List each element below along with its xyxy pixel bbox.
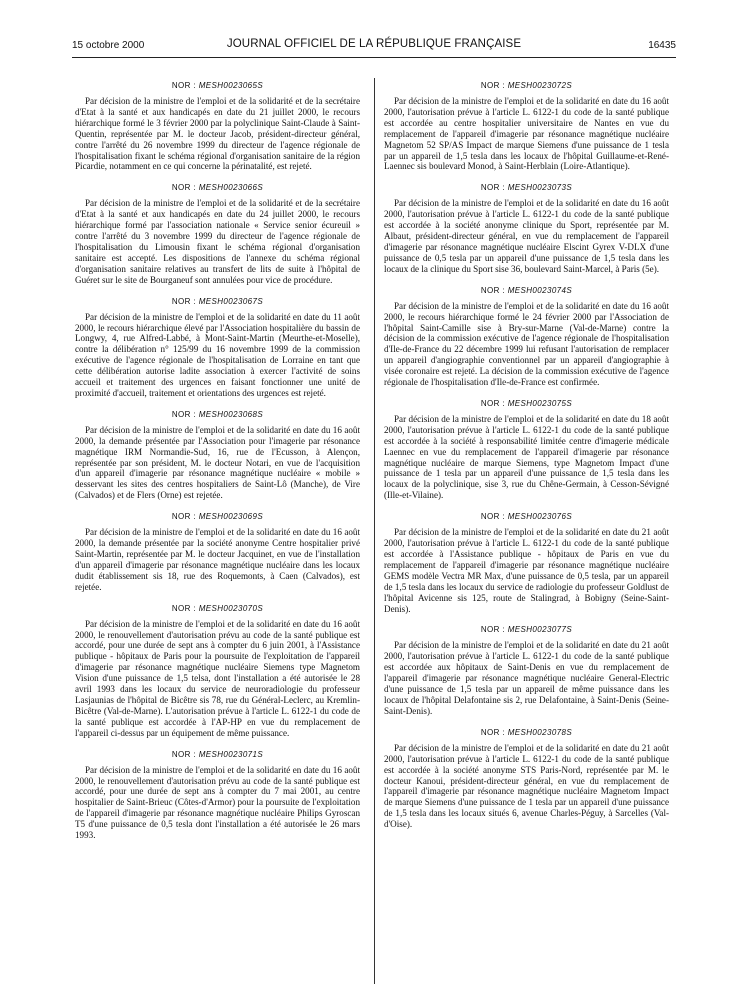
column-divider — [374, 78, 375, 984]
decision-entry — [384, 398, 669, 501]
decision-text: Par décision de la ministre de l'emploi et de la solidarité en date du 18 août 2000, l'autorisation prévue à l'article L. 6122-1 du code de la santé publique est accordée à la société à responsabilité limitée centre d'imagerie médicale Laennec en vue du remplacement de l'appareil d'imagerie par résonance magnétique nucléaire de marque Siemens, type Magnetom Impact d'une puissance de 1 tesla par un appareil d'une puissance de 1,5 tesla dans les locaux de la polyclinique, sise 3, rue du Chêne-Germain, à Cesson-Sévigné (Ille-et-Vilaine). — [384, 413, 669, 501]
nor-reference — [75, 182, 360, 193]
decision-text: Par décision de la ministre de l'emploi et de la solidarité en date du 21 août 2000, l'autorisation prévue à l'article L. 6122-1 du code de la santé publique est accordée à l'Assistance publique - hôpitaux de Paris en vue du remplacement de l'appareil d'imagerie par résonance magnétique nucléaire GEMS modèle Vectra MR Max, d'une puissance de 0,5 tesla, par un appareil de 1,5 tesla dans les locaux du service de radiologie du professeur Goldlust de l'hôpital Avicenne sis 125, route de Stalingrad, à Bobigny (Seine-Saint-Denis). — [384, 527, 669, 614]
nor-reference — [75, 80, 360, 91]
nor-code: MESH0023066S — [198, 183, 264, 193]
nor-code: MESH0023075S — [507, 398, 573, 408]
decision-entry — [75, 182, 360, 285]
decision-entry — [384, 285, 669, 388]
nor-label: NOR : — [171, 183, 197, 193]
decision-text: Par décision de la ministre de l'emploi et de la solidarité et de la secrétaire d'Etat à la santé et aux handicapés en date du 21 juillet 2000, le recours hiérarchique formé le 3 février 2000 par la polyclinique Saint-Claude à Saint-Quentin, représentée par M. le docteur Jacob, président-directeur général, contre l'arrêté du 26 novembre 1999 du directeur de l'agence régionale de l'hospitalisation fixant le schéma régional d'organisation sanitaire de la région Picardie, notamment en ce qui concerne la périnatalité, est rejeté. — [75, 96, 360, 172]
decision-entry — [75, 296, 360, 399]
nor-reference — [75, 603, 360, 614]
decision-text: Par décision de la ministre de l'emploi et de la solidarité en date du 16 août 2000, l'autorisation prévue à l'article L. 6122-1 du code de la santé publique est accordée à la société anonyme clinique du Sport, représentée par M. Albaut, président-directeur général, en vue du remplacement de l'appareil d'imagerie par résonance magnétique nucléaire Elscint Gyrex V-DLX d'une puissance de 0,5 tesla par un appareil d'une puissance de 1,5 tesla dans les locaux de la clinique du Sport sise 36, boulevard Saint-Marcel, à Paris (5e). — [384, 198, 669, 274]
nor-label: NOR : — [171, 81, 197, 90]
nor-code: MESH0023065S — [198, 81, 264, 90]
nor-reference — [75, 511, 360, 522]
decision-entry — [384, 511, 669, 614]
nor-code: MESH0023073S — [507, 183, 573, 193]
decision-text: Par décision de la ministre de l'emploi et de la solidarité en date du 11 août 2000, le recours hiérarchique élevé par l'Association hospitalière du bassin de Longwy, 4, rue Alfred-Labbé, à Mont-Saint-Martin (Meurthe-et-Moselle), contre la délibération n° 125/99 du 16 novembre 1999 de la commission exécutive de l'agence régionale de l'hospitalisation de Lorraine en tant que cette délibération autorise ladite association à exercer l'activité de soins accueil et traitement des urgences en faisant fonctionner une unité de proximité d'accueil, traitement et orientations des urgences est rejeté. — [75, 311, 360, 398]
nor-code: MESH0023069S — [198, 512, 264, 522]
decision-entry — [75, 80, 360, 172]
nor-reference — [384, 398, 669, 409]
decision-text: Par décision de la ministre de l'emploi et de la solidarité en date du 16 août 2000, le recours hiérarchique formé le 24 février 2000 par l'Association de l'hôpital Saint-Camille sise à Bry-sur-Marne (Val-de-Marne) contre la décision de la commission exécutive de l'agence régionale de l'hospitalisation d'Ile-de-France du 22 décembre 1999 lui refusant l'autorisation de remplacer un appareil d'angiographie conventionnel par un appareil d'angiographie à visée coronaire est rejeté. La décision de la commission exécutive de l'agence régionale de l'hospitalisation d'Ile-de-France est confirmée. — [384, 300, 669, 388]
nor-code: MESH0023068S — [198, 409, 264, 419]
decision-entry — [384, 182, 669, 274]
nor-reference — [384, 182, 669, 193]
nor-reference — [384, 727, 669, 738]
nor-reference — [75, 296, 360, 307]
decision-text: Par décision de la ministre de l'emploi et de la solidarité en date du 16 août 2000, la demande présentée par la société anonyme Centre hospitalier privé Saint-Martin, représentée par M. le docteur Jacquinet, en vue de l'installation d'un appareil d'imagerie par résonance magnétique nucléaire dans les locaux dudit établissement sis 18, rue des Roquemonts, à Caen (Calvados), est rejetée. — [75, 527, 360, 592]
nor-label: NOR : — [480, 398, 506, 408]
page-header — [72, 38, 676, 56]
nor-code: MESH0023074S — [507, 285, 573, 295]
nor-code: MESH0023071S — [198, 749, 264, 759]
decision-entry — [384, 80, 669, 172]
nor-label: NOR : — [480, 512, 506, 522]
nor-reference — [384, 80, 669, 91]
nor-reference — [384, 511, 669, 522]
nor-code: MESH0023072S — [507, 81, 573, 90]
nor-reference — [75, 749, 360, 760]
nor-reference — [75, 409, 360, 420]
nor-reference — [384, 624, 669, 635]
right-column — [384, 80, 669, 840]
nor-label: NOR : — [480, 183, 506, 193]
nor-label: NOR : — [171, 512, 197, 522]
decision-text: Par décision de la ministre de l'emploi et de la solidarité en date du 16 août 2000, le renouvellement d'autorisation prévu au code de la santé publique est accordé, pour une durée de sept ans à compter du 7 mai 2001, au centre hospitalier de Saint-Brieuc (Côtes-d'Armor) pour la poursuite de l'exploitation de l'appareil d'imagerie par résonance magnétique nucléaire Philips Gyroscan T5 d'une puissance de 0,5 tesla dont l'installation a été autorisée le 26 mars 1993. — [75, 764, 360, 841]
decision-text: Par décision de la ministre de l'emploi et de la solidarité en date du 16 août 2000, l'autorisation prévue à l'article L. 6122-1 du code de la santé publique est accordée au centre hospitalier universitaire de Nantes en vue du remplacement de l'appareil d'imagerie par résonance magnétique nucléaire Magnetom 52 SP/AS Impact de marque Siemens d'une puissance de 1 tesla par un appareil de 1,5 tesla dans les locaux de l'hôpital Guillaume-et-René-Laennec sis boulevard Monod, à Saint-Herblain (Loire-Atlantique). — [384, 96, 669, 172]
header-rule — [72, 57, 676, 58]
nor-code: MESH0023077S — [507, 625, 573, 635]
decision-text: Par décision de la ministre de l'emploi et de la solidarité en date du 21 août 2000, l'autorisation prévue à l'article L. 6122-1 du code de la santé publique est accordée à la société anonyme STS Paris-Nord, représentée par M. le docteur Kanoui, président-directeur général, en vue du remplacement de l'appareil d'imagerie par résonance magnétique nucléaire Magnetom Impact de marque Siemens d'une puissance de 1 tesla par un appareil d'une puissance de 1,5 tesla dans les locaux situés 6, avenue Charles-Péguy, à Sarcelles (Val-d'Oise). — [384, 742, 669, 830]
nor-code: MESH0023070S — [198, 603, 264, 613]
nor-code: MESH0023076S — [507, 512, 573, 522]
nor-code: MESH0023078S — [507, 727, 573, 737]
nor-reference — [384, 285, 669, 296]
journal-title: JOURNAL OFFICIEL DE LA RÉPUBLIQUE FRANÇAISE — [226, 38, 522, 50]
nor-label: NOR : — [480, 625, 506, 635]
issue-date: 15 octobre 2000 — [72, 40, 145, 51]
decision-entry — [75, 511, 360, 592]
decision-text: Par décision de la ministre de l'emploi et de la solidarité en date du 16 août 2000, la demande présentée par l'Association pour l'imagerie par résonance magnétique IRM Normandie-Sud, 16, rue de l'Ecusson, à Alençon, représentée par son président, M. le docteur Notari, en vue de l'acquisition d'un appareil d'imagerie par résonance magnétique nucléaire « mobile » desservant les sites des centres hospitaliers de Saint-Lô (Manche), de Vire (Calvados) et de Flers (Orne) est rejetée. — [75, 424, 360, 501]
nor-label: NOR : — [171, 409, 197, 419]
nor-label: NOR : — [480, 81, 506, 90]
decision-entry — [75, 603, 360, 739]
nor-code: MESH0023067S — [198, 296, 264, 306]
nor-label: NOR : — [171, 603, 197, 613]
decision-entry — [75, 409, 360, 501]
decision-entry — [384, 624, 669, 716]
nor-label: NOR : — [480, 727, 506, 737]
nor-label: NOR : — [171, 296, 197, 306]
decision-entry — [384, 727, 669, 830]
decision-text: Par décision de la ministre de l'emploi et de la solidarité en date du 21 août 2000, l'autorisation prévue à l'article L. 6122-1 du code de la santé publique est accordée aux hôpitaux de Saint-Denis en vue du remplacement de l'appareil d'imagerie par résonance magnétique nucléaire General-Electric d'une puissance de 1,5 tesla par un appareil de même puissance dans les locaux de l'hôpital Delafontaine sis 2, rue Delafontaine, à Saint-Denis (Seine-Saint-Denis). — [384, 640, 669, 716]
nor-label: NOR : — [480, 285, 506, 295]
decision-text: Par décision de la ministre de l'emploi et de la solidarité en date du 16 août 2000, le renouvellement d'autorisation prévu au code de la santé publique est accordé, pour une durée de sept ans à compter du 6 juin 2001, à l'Assistance publique - hôpitaux de Paris pour la poursuite de l'exploitation de l'appareil d'imagerie par résonance magnétique nucléaire Siemens type Magnetom Vision d'une puissance de 1,5 telsa, dont l'installation a été autorisée le 28 avril 1993 dans les locaux du service de neuroradiologie du professeur Lasjaunias de l'hôpital de Bicêtre sis 78, rue du Général-Leclerc, au Kremlin-Bicêtre (Val-de-Marne). L'autorisation prévue à l'article L. 6122-1 du code de la santé publique est accordée à l'AP-HP en vue du remplacement de l'appareil ci-dessus par un équipement de même puissance. — [75, 618, 360, 738]
nor-label: NOR : — [171, 749, 197, 759]
page-number: 16435 — [648, 40, 676, 51]
decision-entry — [75, 749, 360, 841]
left-column — [75, 80, 360, 851]
decision-text: Par décision de la ministre de l'emploi et de la solidarité et de la secrétaire d'Etat à la santé et aux handicapés en date du 24 juillet 2000, le recours hiérarchique formé par l'association nationale « Service senior écureuil » contre l'arrêté du 3 novembre 1999 du directeur de l'agence régionale de l'hospitalisation du Limousin fixant le schéma régional d'organisation sanitaire est accepté. Les dispositions de l'annexe du schéma régional d'organisation sanitaire relatives au transfert de lits de suite à l'hôpital de Guéret sur le site de Bourganeuf sont annulées pour vice de procédure. — [75, 198, 360, 285]
